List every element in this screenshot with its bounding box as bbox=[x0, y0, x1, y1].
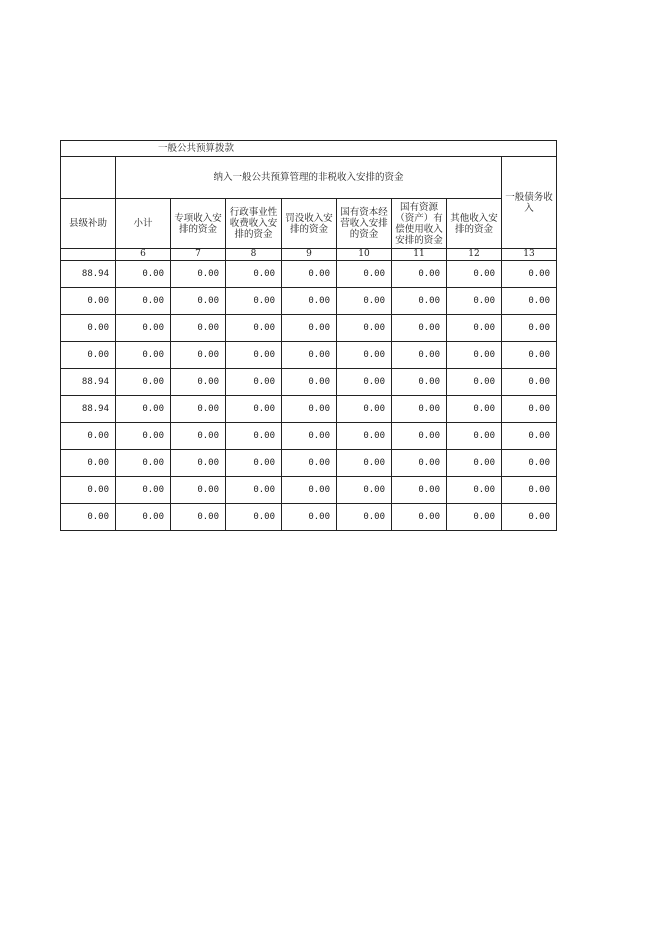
group-header: 纳入一般公共预算管理的非税收入安排的资金 bbox=[116, 157, 502, 199]
column-header-special-income: 专项收入安排的资金 bbox=[171, 199, 226, 249]
table-cell: 0.00 bbox=[116, 423, 171, 450]
table-cell: 0.00 bbox=[392, 504, 447, 531]
table-cell: 0.00 bbox=[337, 423, 392, 450]
table-cell: 0.00 bbox=[171, 396, 226, 423]
table-cell: 0.00 bbox=[116, 261, 171, 288]
column-number: 11 bbox=[392, 249, 447, 261]
table-cell: 0.00 bbox=[282, 315, 337, 342]
table-cell: 0.00 bbox=[447, 450, 502, 477]
table-row bbox=[61, 504, 557, 531]
table-cell: 0.00 bbox=[337, 315, 392, 342]
table-cell: 0.00 bbox=[502, 369, 557, 396]
table-cell: 0.00 bbox=[171, 423, 226, 450]
table-cell: 0.00 bbox=[502, 315, 557, 342]
table-cell: 0.00 bbox=[226, 477, 282, 504]
table-cell: 0.00 bbox=[282, 261, 337, 288]
table-cell: 0.00 bbox=[61, 450, 116, 477]
table-cell: 0.00 bbox=[447, 261, 502, 288]
table-cell: 0.00 bbox=[282, 288, 337, 315]
table-cell: 0.00 bbox=[502, 396, 557, 423]
table-row bbox=[61, 477, 557, 504]
table-cell: 0.00 bbox=[392, 342, 447, 369]
table-cell: 0.00 bbox=[226, 261, 282, 288]
table-cell: 0.00 bbox=[282, 396, 337, 423]
column-header-admin-fees: 行政事业性收费收入安排的资金 bbox=[226, 199, 282, 249]
column-number: 12 bbox=[447, 249, 502, 261]
table-cell: 0.00 bbox=[392, 315, 447, 342]
table-cell: 0.00 bbox=[226, 369, 282, 396]
table-row bbox=[61, 315, 557, 342]
table-cell: 0.00 bbox=[226, 504, 282, 531]
table-row bbox=[61, 450, 557, 477]
table-cell: 0.00 bbox=[61, 342, 116, 369]
table-cell: 0.00 bbox=[171, 261, 226, 288]
table-cell: 0.00 bbox=[337, 450, 392, 477]
table-cell: 0.00 bbox=[282, 342, 337, 369]
table-cell: 0.00 bbox=[61, 423, 116, 450]
table-cell: 0.00 bbox=[61, 315, 116, 342]
table-row bbox=[61, 288, 557, 315]
table-cell: 0.00 bbox=[392, 288, 447, 315]
table-cell: 0.00 bbox=[116, 369, 171, 396]
table-row bbox=[61, 396, 557, 423]
header-blank-cell bbox=[61, 157, 116, 199]
table-row bbox=[61, 261, 557, 288]
table-cell: 0.00 bbox=[116, 450, 171, 477]
table-cell: 0.00 bbox=[337, 288, 392, 315]
table-cell: 0.00 bbox=[447, 477, 502, 504]
table-cell: 0.00 bbox=[282, 477, 337, 504]
table-cell: 0.00 bbox=[447, 396, 502, 423]
table-cell: 0.00 bbox=[226, 450, 282, 477]
table-cell: 0.00 bbox=[392, 261, 447, 288]
table-cell: 0.00 bbox=[392, 423, 447, 450]
table-cell: 0.00 bbox=[447, 504, 502, 531]
column-number: 9 bbox=[282, 249, 337, 261]
table-cell: 0.00 bbox=[226, 315, 282, 342]
column-number: 13 bbox=[502, 249, 557, 261]
table-cell: 0.00 bbox=[337, 342, 392, 369]
table-cell: 0.00 bbox=[447, 423, 502, 450]
table-cell: 0.00 bbox=[502, 288, 557, 315]
table-cell: 0.00 bbox=[116, 504, 171, 531]
table-cell: 0.00 bbox=[392, 450, 447, 477]
table-cell: 88.94 bbox=[61, 261, 116, 288]
table-cell: 0.00 bbox=[61, 288, 116, 315]
table-cell: 0.00 bbox=[447, 342, 502, 369]
table-cell: 0.00 bbox=[447, 315, 502, 342]
budget-table bbox=[60, 140, 557, 531]
table-cell: 0.00 bbox=[116, 477, 171, 504]
table-cell: 0.00 bbox=[61, 477, 116, 504]
table-top-title: 一般公共预算拨款 bbox=[61, 141, 557, 157]
table-cell: 0.00 bbox=[502, 423, 557, 450]
table-cell: 0.00 bbox=[171, 288, 226, 315]
table-cell: 0.00 bbox=[502, 261, 557, 288]
table-cell: 0.00 bbox=[171, 504, 226, 531]
column-header-state-resources: 国有资源（资产）有偿使用收入安排的资金 bbox=[392, 199, 447, 249]
table-cell: 0.00 bbox=[116, 342, 171, 369]
column-header-subtotal: 小计 bbox=[116, 199, 171, 249]
table-cell: 0.00 bbox=[502, 504, 557, 531]
table-cell: 0.00 bbox=[116, 315, 171, 342]
table-cell: 0.00 bbox=[282, 423, 337, 450]
table-cell: 0.00 bbox=[226, 423, 282, 450]
table-cell: 0.00 bbox=[171, 315, 226, 342]
table-cell: 0.00 bbox=[171, 342, 226, 369]
column-header-other-income: 其他收入安排的资金 bbox=[447, 199, 502, 249]
column-number: 8 bbox=[226, 249, 282, 261]
table-cell: 0.00 bbox=[116, 288, 171, 315]
table-cell: 0.00 bbox=[226, 342, 282, 369]
column-header-fines: 罚没收入安排的资金 bbox=[282, 199, 337, 249]
table-cell: 0.00 bbox=[392, 396, 447, 423]
table-cell: 0.00 bbox=[392, 369, 447, 396]
column-header-county-subsidy: 县级补助 bbox=[61, 199, 116, 249]
table-cell: 0.00 bbox=[282, 369, 337, 396]
table-row bbox=[61, 423, 557, 450]
table-cell: 0.00 bbox=[171, 477, 226, 504]
table-cell: 0.00 bbox=[337, 477, 392, 504]
table-cell: 0.00 bbox=[337, 396, 392, 423]
table-cell: 0.00 bbox=[171, 450, 226, 477]
table-cell: 88.94 bbox=[61, 369, 116, 396]
table-cell: 0.00 bbox=[226, 396, 282, 423]
column-number: 10 bbox=[337, 249, 392, 261]
table-cell: 0.00 bbox=[337, 261, 392, 288]
column-header-state-capital: 国有资本经营收入安排的资金 bbox=[337, 199, 392, 249]
table-row bbox=[61, 369, 557, 396]
table-cell: 0.00 bbox=[226, 288, 282, 315]
table-cell: 0.00 bbox=[116, 396, 171, 423]
table-cell: 0.00 bbox=[337, 369, 392, 396]
table-cell: 0.00 bbox=[502, 342, 557, 369]
table-cell: 0.00 bbox=[171, 369, 226, 396]
table-cell: 0.00 bbox=[447, 369, 502, 396]
table-cell: 0.00 bbox=[282, 504, 337, 531]
debt-income-header: 一般债务收入 bbox=[502, 157, 557, 249]
table-cell: 0.00 bbox=[61, 504, 116, 531]
table-cell: 88.94 bbox=[61, 396, 116, 423]
table-cell: 0.00 bbox=[447, 288, 502, 315]
column-number: 6 bbox=[116, 249, 171, 261]
column-number bbox=[61, 249, 116, 261]
table-cell: 0.00 bbox=[282, 450, 337, 477]
table-row bbox=[61, 342, 557, 369]
table-cell: 0.00 bbox=[502, 477, 557, 504]
table-cell: 0.00 bbox=[392, 477, 447, 504]
column-number: 7 bbox=[171, 249, 226, 261]
table-cell: 0.00 bbox=[337, 504, 392, 531]
table-cell: 0.00 bbox=[502, 450, 557, 477]
